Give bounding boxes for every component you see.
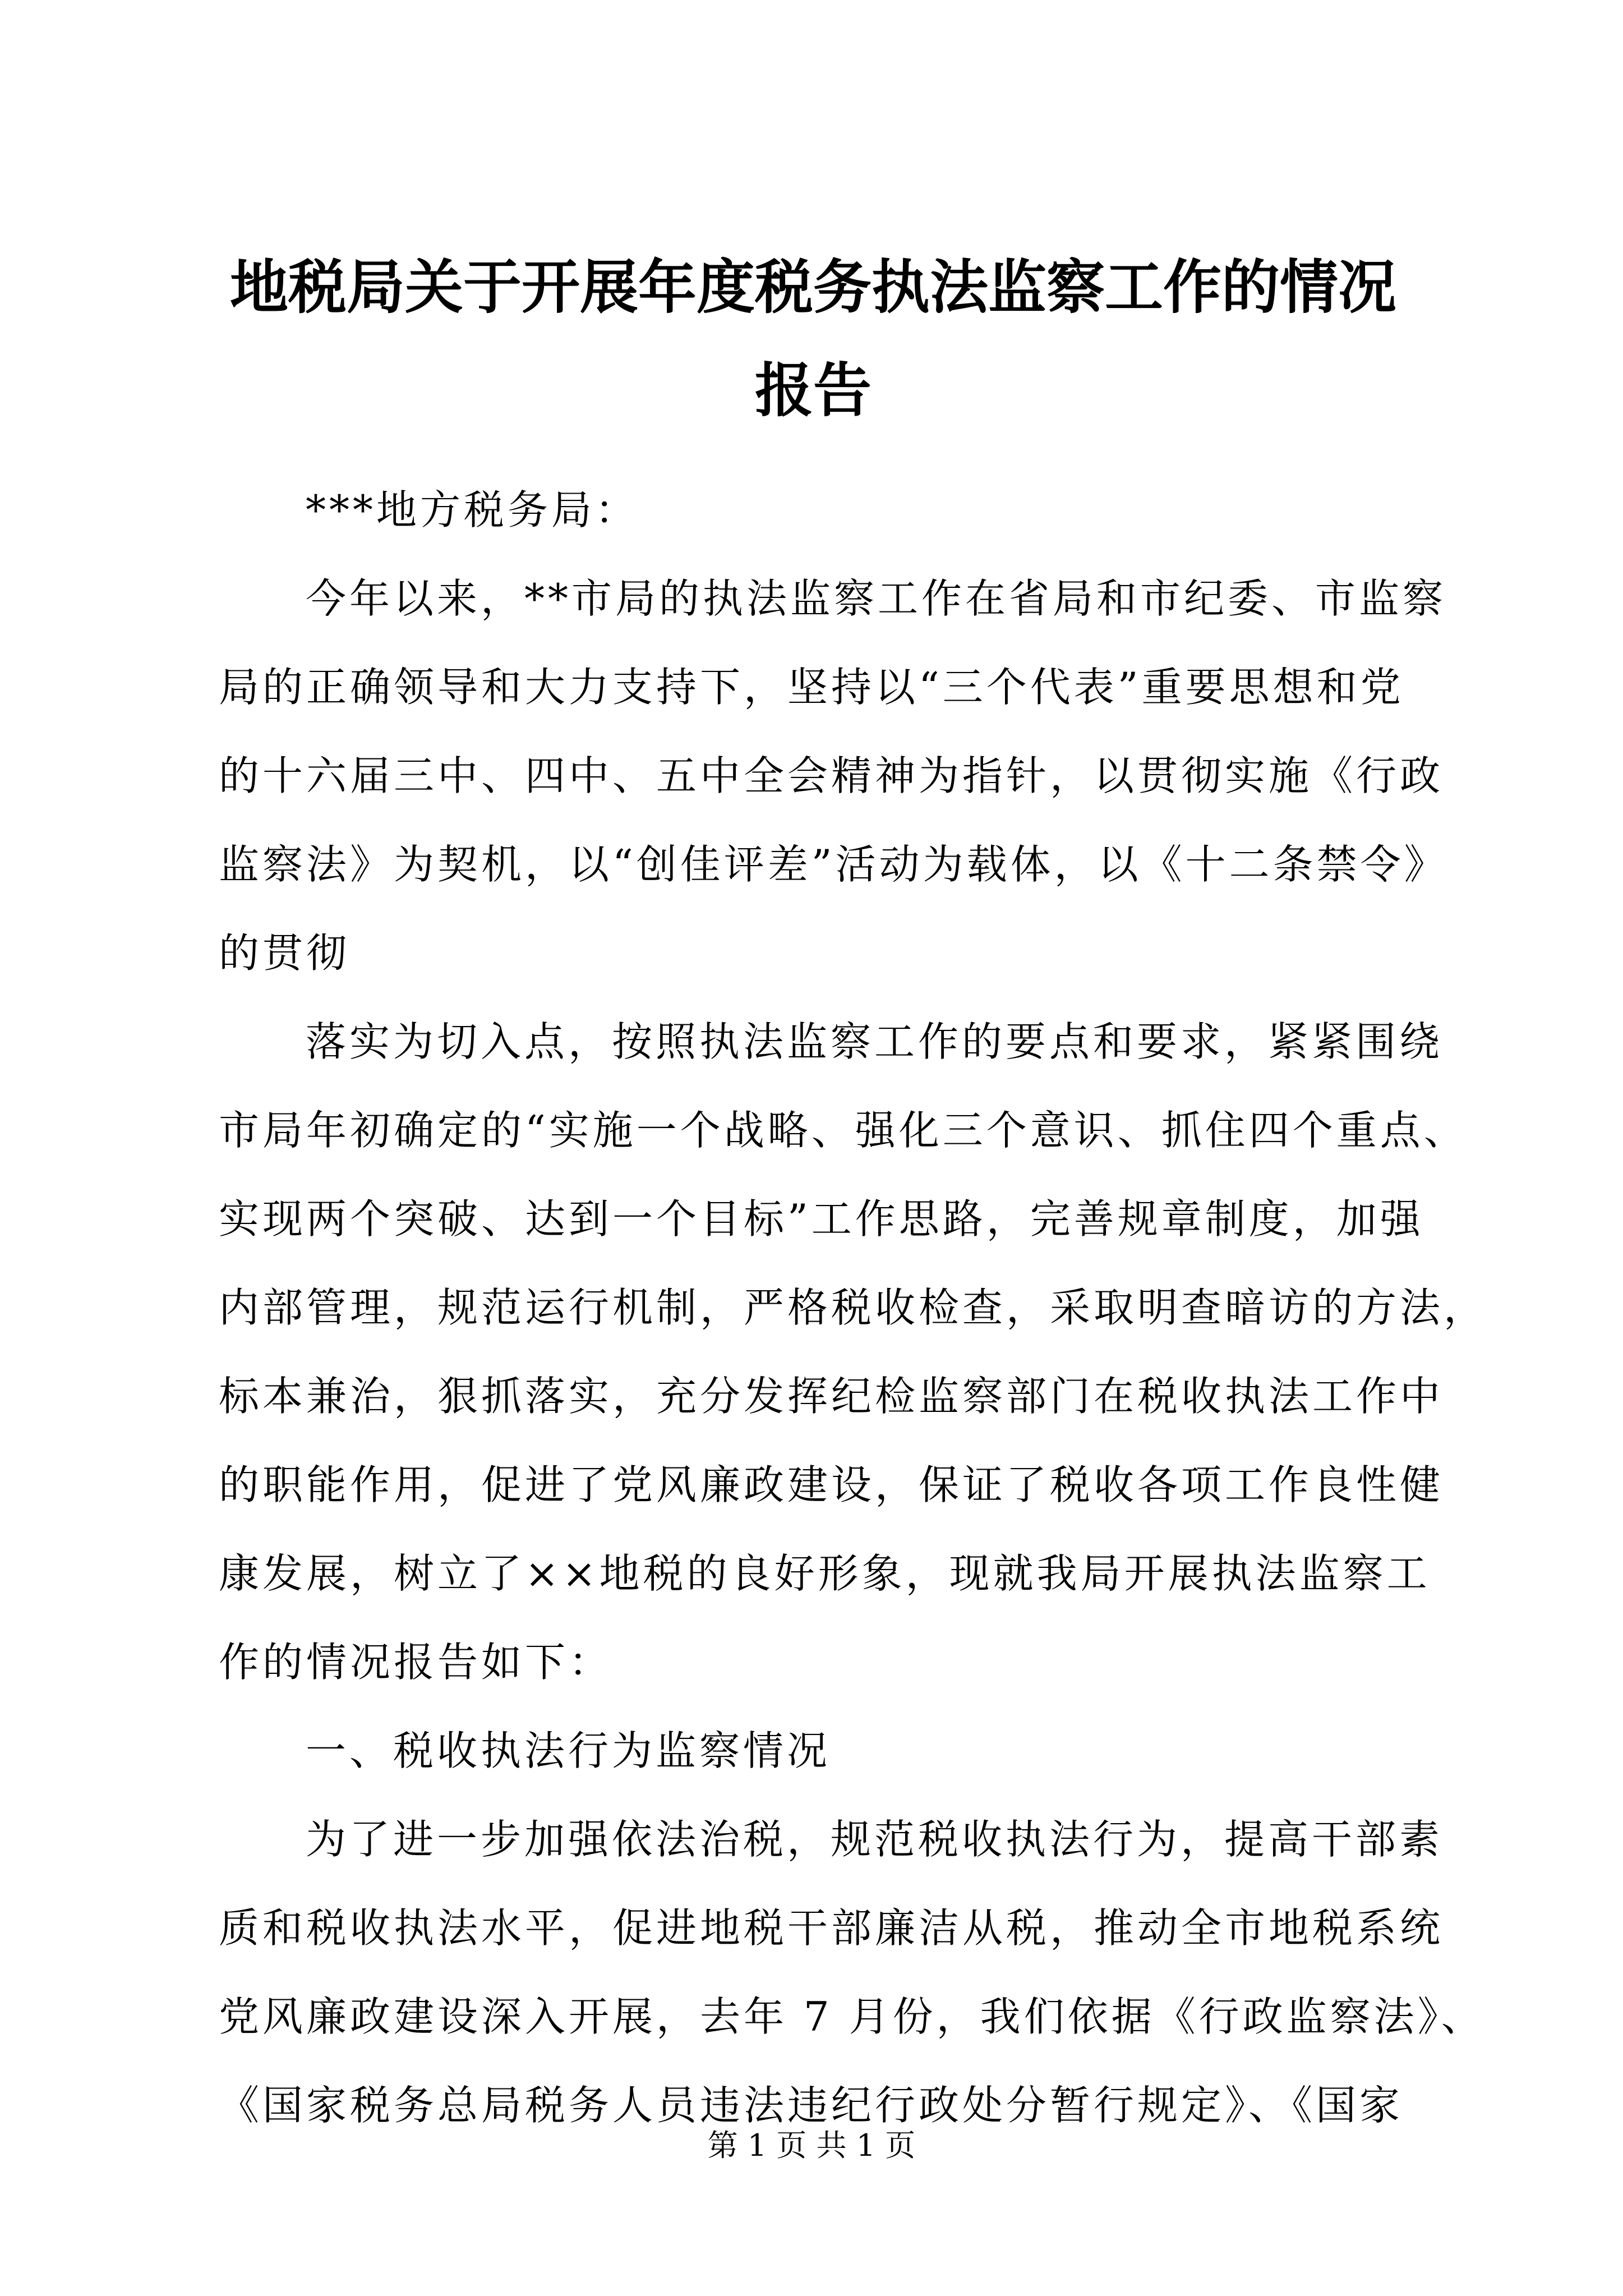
paragraph-line: 监察法》为契机，以“创佳评差”活动为载体，以《十二条禁令》 <box>219 841 1448 888</box>
paragraph-line: 内部管理，规范运行机制，严格税收检查，采取明查暗访的方法， <box>219 1284 1488 1331</box>
paragraph-line: 为了进一步加强依法治税，规范税收执法行为，提高干部素 <box>306 1816 1444 1863</box>
paragraph-line: 《国家税务总局税务人员违法违纪行政处分暂行规定》、《国家 <box>219 2082 1404 2129</box>
paragraph-line: 的十六届三中、四中、五中全会精神为指针，以贯彻实施《行政 <box>219 752 1444 799</box>
document-title <box>168 236 1458 442</box>
document-body <box>219 466 1488 2150</box>
title-line-1: 地税局关于开展年度税务执法监察工作的情况 <box>229 252 1396 321</box>
paragraph-line: 今年以来，**市局的执法监察工作在省局和市纪委、市监察 <box>306 575 1447 622</box>
paragraph-line: 的贯彻 <box>219 930 351 977</box>
paragraph-line: 作的情况报告如下： <box>219 1639 613 1686</box>
paragraph-line: 市局年初确定的“实施一个战略、强化三个意识、抓住四个重点、 <box>219 1107 1468 1154</box>
paragraph-line: 局的正确领导和大力支持下，坚持以“三个代表”重要思想和党 <box>219 664 1404 711</box>
paragraph-line: 落实为切入点，按照执法监察工作的要点和要求，紧紧围绕 <box>306 1018 1444 1065</box>
paragraph-line: 质和税收执法水平，促进地税干部廉洁从税，推动全市地税系统 <box>219 1904 1444 1952</box>
paragraph-line: 康发展，树立了××地税的良好形象，现就我局开展执法监察工 <box>219 1550 1431 1597</box>
paragraph-line: 标本兼治，狠抓落实，充分发挥纪检监察部门在税收执法工作中 <box>219 1373 1444 1420</box>
salutation: ***地方税务局： <box>306 486 639 533</box>
page-footer: 第 1 页 共 1 页 <box>707 2128 916 2163</box>
paragraph-line: 的职能作用，促进了党风廉政建设，保证了税收各项工作良性健 <box>219 1461 1444 1508</box>
section-heading: 一、税收执法行为监察情况 <box>306 1727 831 1774</box>
paragraph-line: 党风廉政建设深入开展，去年 7 月份，我们依据《行政监察法》、 <box>219 1993 1485 2040</box>
title-line-2: 报告 <box>754 356 872 425</box>
paragraph-line: 实现两个突破、达到一个目标”工作思路，完善规章制度，加强 <box>219 1195 1424 1243</box>
